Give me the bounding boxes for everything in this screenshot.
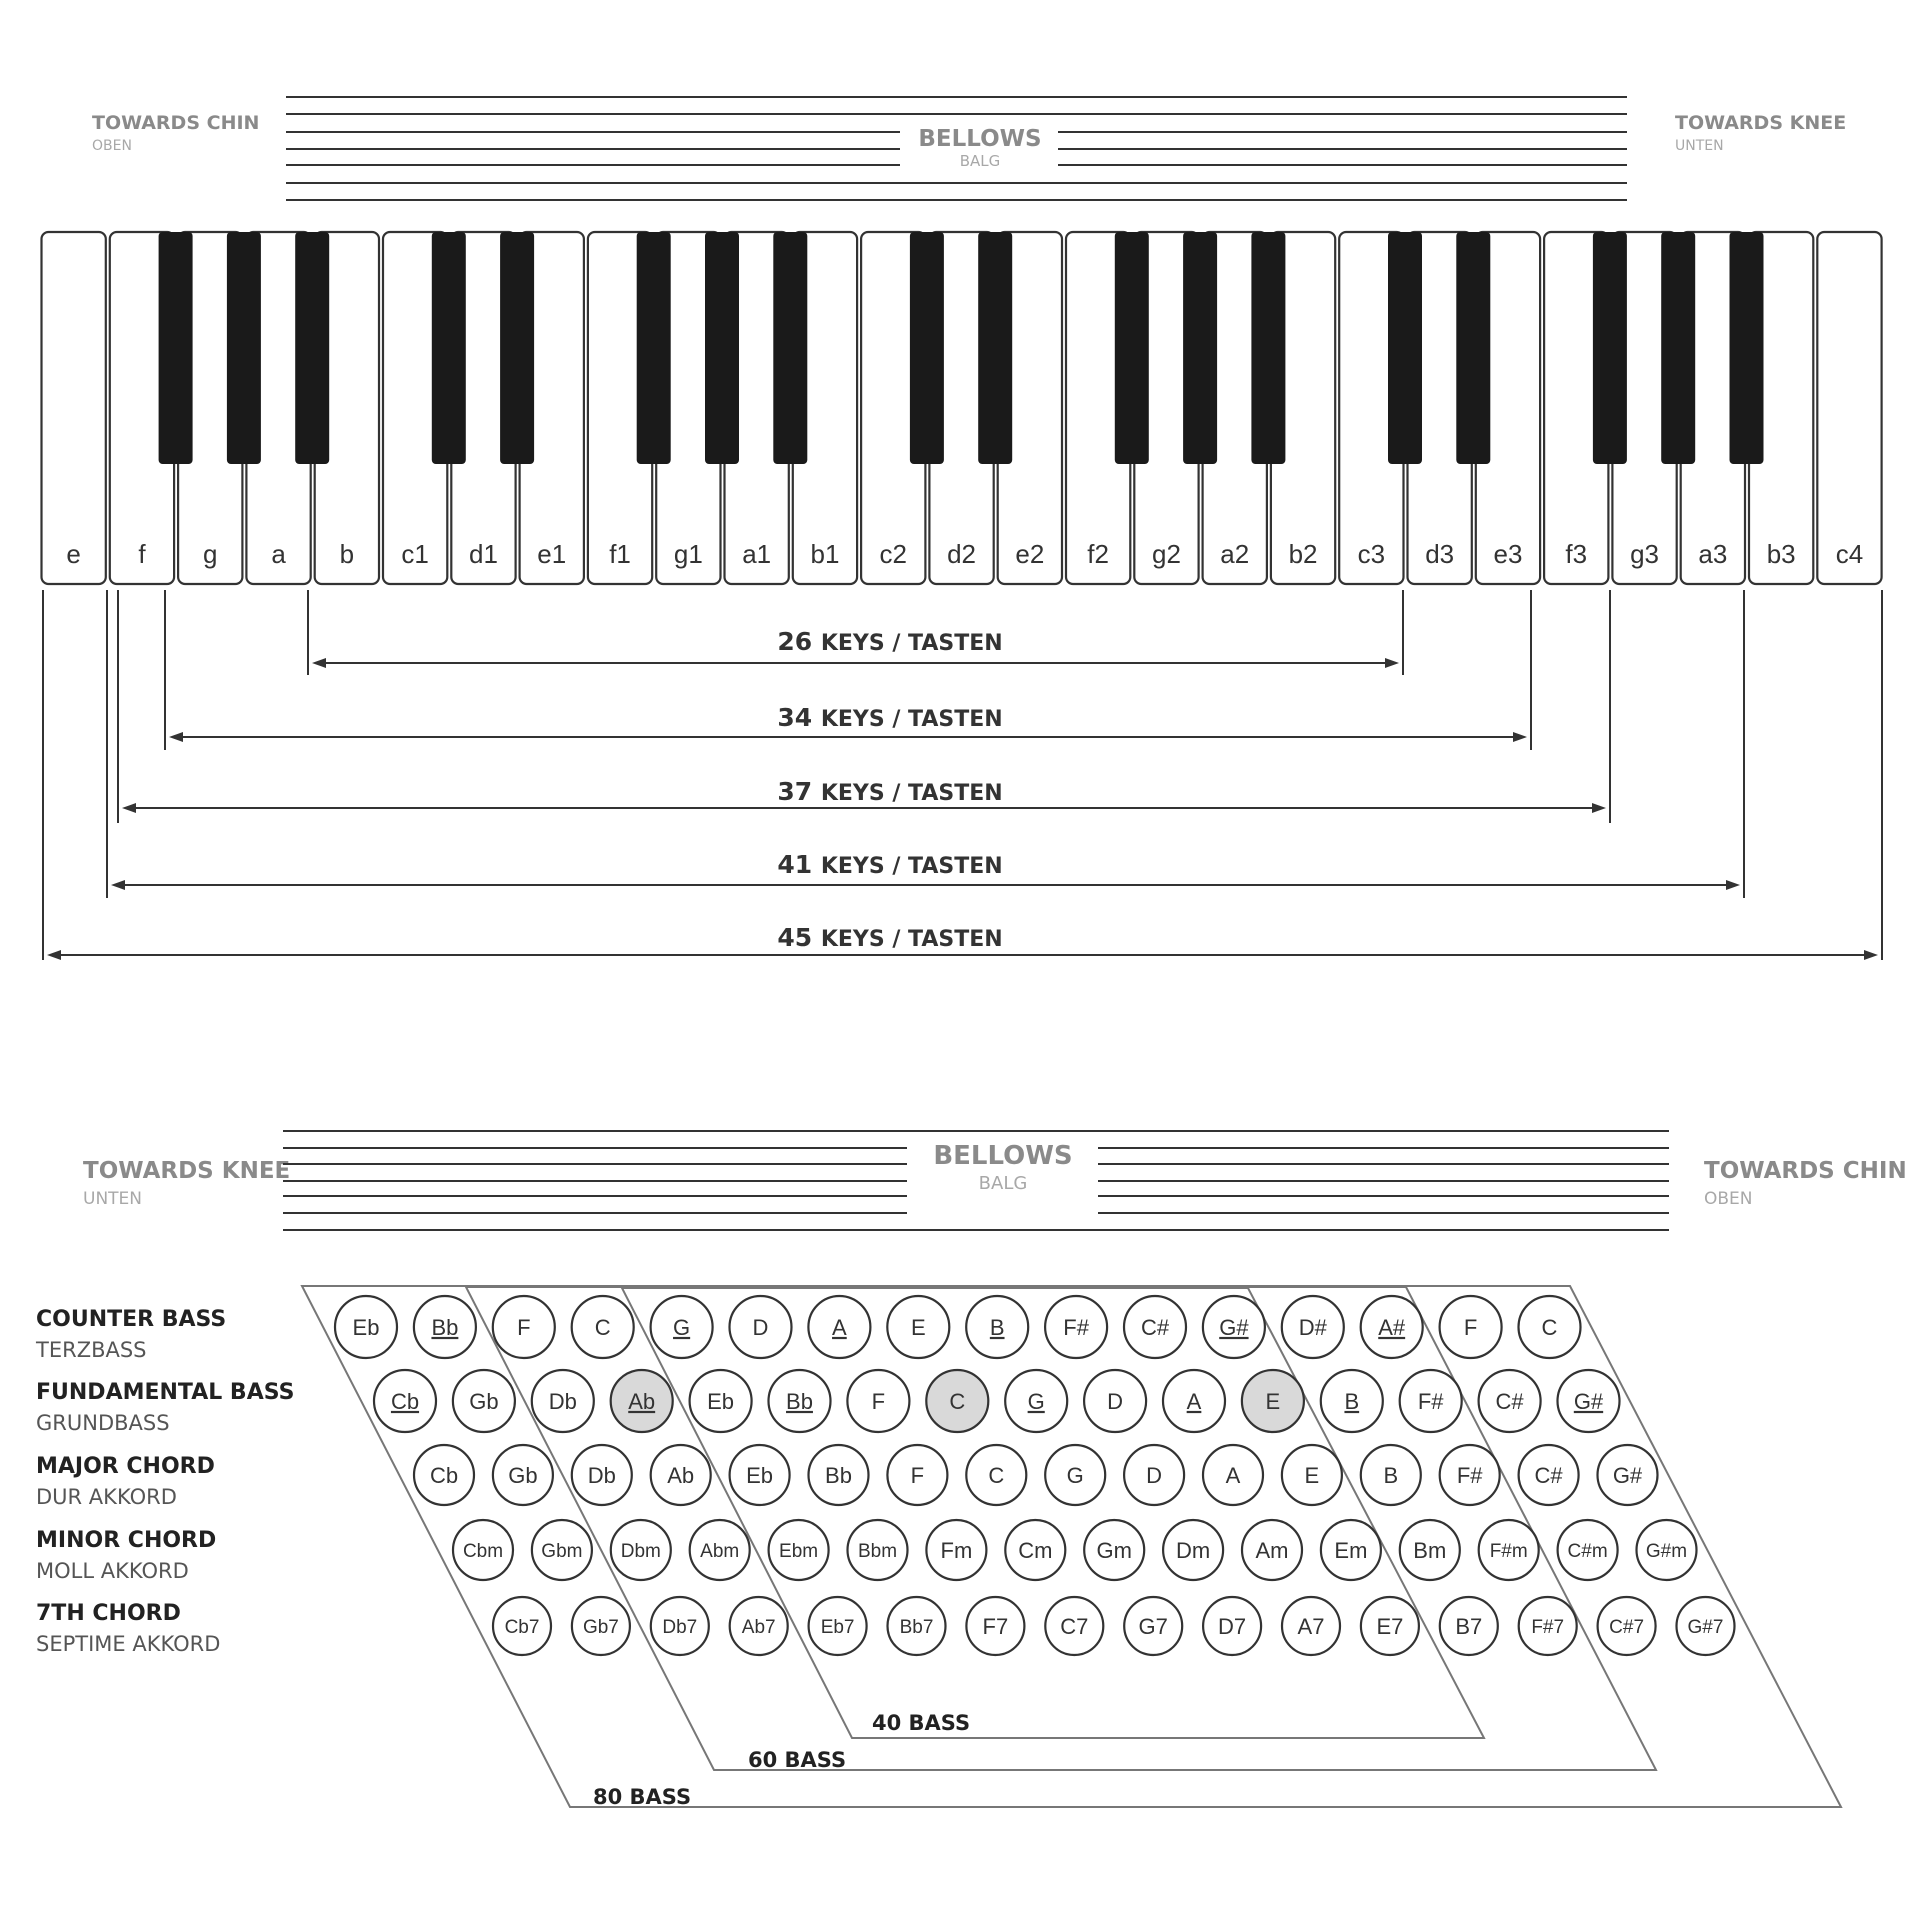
bass-button-label: G (1066, 1462, 1084, 1488)
treble-towards-chin: TOWARDS CHIN (92, 112, 260, 134)
treble-towards-chin-sub: OBEN (92, 138, 132, 154)
bass-button-label: C# (1534, 1462, 1563, 1488)
bass-button-label: D7 (1218, 1613, 1247, 1639)
bass-button-label: B (1344, 1388, 1360, 1414)
white-key-label: c4 (1835, 539, 1864, 569)
white-key-label: f3 (1565, 539, 1588, 569)
white-key-label: d1 (468, 539, 498, 569)
bass-button-label: Bm (1413, 1537, 1447, 1563)
bass-button-label: G (1027, 1388, 1045, 1414)
white-key-label: e (66, 539, 81, 569)
bass-button-label: F# (1063, 1314, 1089, 1340)
range-count: 37 (777, 777, 821, 806)
treble-bellows-sub: BALG (959, 152, 1001, 170)
white-key-label: a1 (742, 539, 772, 569)
white-key-label: d3 (1425, 539, 1455, 569)
bass-button-label: D (1107, 1388, 1124, 1414)
bass-button-label: G (673, 1314, 691, 1340)
bass-button-label: A (1225, 1462, 1241, 1488)
bass-button-label: Ab7 (741, 1616, 776, 1638)
black-key[interactable] (1661, 232, 1695, 464)
bass-button-label: B (989, 1314, 1005, 1340)
bass-button-label: C (949, 1388, 966, 1414)
white-key-label: f1 (609, 539, 631, 569)
bass-button-label: F (517, 1314, 531, 1340)
range-text: KEYS / TASTEN (820, 854, 1003, 879)
bass-button-label: Em (1334, 1537, 1368, 1563)
bass-button-label: Fm (940, 1537, 973, 1563)
black-key[interactable] (432, 232, 466, 464)
range-arrow-left (312, 658, 326, 668)
bass-button-label: A (832, 1314, 847, 1340)
range-arrow-right (1726, 880, 1740, 890)
row-sublabel-7th-chord: SEPTIME AKKORD (36, 1632, 221, 1656)
bass-bellows-label: BELLOWS (933, 1141, 1073, 1171)
black-key[interactable] (637, 232, 671, 464)
white-key-label: b (339, 539, 355, 569)
bass-button-label: C (594, 1314, 611, 1340)
bass-button-label: A# (1378, 1314, 1406, 1340)
bass-button-label: C#m (1567, 1540, 1608, 1562)
bass-button-label: Gm (1096, 1537, 1132, 1563)
bass-button-label: Db (548, 1388, 577, 1414)
white-key-label: g (203, 539, 218, 569)
bass-button-label: B (1383, 1462, 1399, 1488)
black-key[interactable] (159, 232, 193, 464)
range-count: 41 (777, 850, 821, 879)
white-key-label: e1 (537, 539, 567, 569)
bass-button-label: E7 (1376, 1613, 1404, 1639)
range-arrow-right (1385, 658, 1399, 668)
bass-button-label: G# (1573, 1388, 1604, 1414)
bass-button-label: Eb (746, 1462, 774, 1488)
range-text: KEYS / TASTEN (820, 781, 1003, 806)
range-text: KEYS / TASTEN (820, 631, 1003, 656)
black-key[interactable] (500, 232, 534, 464)
bass-buttons (335, 1296, 1735, 1655)
row-sublabel-fundamental-bass: GRUNDBASS (36, 1411, 170, 1435)
key-ranges (43, 590, 1882, 960)
white-key-label: g2 (1151, 539, 1181, 569)
white-key[interactable] (1817, 232, 1881, 584)
white-key-label: e2 (1015, 539, 1045, 569)
white-key[interactable] (42, 232, 106, 584)
bass-button-label: Dbm (620, 1540, 661, 1562)
treble-bellows-label: BELLOWS (918, 126, 1042, 152)
bass-button-label: F#7 (1531, 1616, 1565, 1638)
range-count: 34 (777, 703, 821, 732)
treble-towards-knee: TOWARDS KNEE (1675, 112, 1847, 134)
bass-button-label: Gb7 (582, 1616, 619, 1638)
bass-button-label: C (1541, 1314, 1558, 1340)
label-80-bass: 80 BASS (593, 1785, 692, 1809)
bass-button-label: Ab (667, 1462, 695, 1488)
range-label (777, 627, 1002, 656)
white-key-label: e3 (1493, 539, 1523, 569)
row-sublabel-counter-bass: TERZBASS (36, 1338, 147, 1362)
bass-button-label: F (910, 1462, 925, 1488)
bass-button-label: E (1304, 1462, 1320, 1488)
white-key-label: a (271, 539, 286, 569)
label-60-bass: 60 BASS (748, 1748, 847, 1772)
bass-button-label: Eb (707, 1388, 735, 1414)
bass-button-label: Bb7 (899, 1616, 934, 1638)
treble-towards-knee-sub: UNTEN (1675, 138, 1724, 154)
white-key-label: b1 (810, 539, 840, 569)
bass-button-label: Gb (469, 1388, 499, 1414)
black-key[interactable] (295, 232, 329, 464)
row-sublabel-minor-chord: MOLL AKKORD (36, 1559, 189, 1583)
bass-button-label: F# (1456, 1462, 1483, 1488)
label-40-bass: 40 BASS (872, 1711, 971, 1735)
bass-button-label: F (871, 1388, 886, 1414)
range-arrow-right (1592, 803, 1606, 813)
white-key-label: c1 (401, 539, 429, 569)
white-key-label: g1 (673, 539, 703, 569)
bass-towards-knee: TOWARDS KNEE (83, 1158, 291, 1184)
range-text: KEYS / TASTEN (820, 707, 1003, 732)
bass-button-label: G# (1612, 1462, 1643, 1488)
range-arrow-left (122, 803, 136, 813)
bass-button-label: C7 (1060, 1613, 1089, 1639)
white-key-label: g3 (1630, 539, 1660, 569)
bass-button-label: Ab (628, 1388, 656, 1414)
bass-button-label: E (1265, 1388, 1281, 1414)
white-key-label: c2 (879, 539, 907, 569)
bass-row-labels (35, 1307, 294, 1656)
bass-button-label: Gb (508, 1462, 538, 1488)
row-label-minor-chord: MINOR CHORD (36, 1528, 217, 1553)
bass-bellows-sub: BALG (978, 1173, 1028, 1194)
bass-button-label: Db (587, 1462, 616, 1488)
bass-button-label: D (1146, 1462, 1163, 1488)
white-key-label: a3 (1698, 539, 1728, 569)
bass-button-label: G#7 (1687, 1616, 1724, 1638)
white-key-label: b2 (1288, 539, 1318, 569)
bass-button-label: Abm (700, 1540, 740, 1562)
black-key[interactable] (773, 232, 807, 464)
row-sublabel-major-chord: DUR AKKORD (36, 1485, 177, 1509)
bass-button-label: C#7 (1609, 1616, 1645, 1638)
bass-button-label: E (910, 1314, 926, 1340)
range-text: KEYS / TASTEN (820, 927, 1003, 952)
black-key[interactable] (1388, 232, 1422, 464)
bass-button-label: Cbm (462, 1540, 504, 1562)
range-arrow-right (1864, 950, 1878, 960)
row-label-7th-chord: 7TH CHORD (36, 1601, 181, 1626)
range-arrow-left (47, 950, 61, 960)
bass-button-label: Db7 (662, 1616, 698, 1638)
range-label (777, 777, 1002, 806)
white-key-label: f (138, 539, 146, 569)
bass-button-label: Bb (825, 1462, 852, 1488)
bass-button-label: G# (1219, 1314, 1249, 1340)
bass-button-label: Am (1255, 1537, 1289, 1563)
black-key[interactable] (1593, 232, 1627, 464)
bass-button-label: Bbm (857, 1540, 898, 1562)
bass-button-label: C# (1140, 1314, 1170, 1340)
bass-button-label: A7 (1297, 1613, 1325, 1639)
black-key[interactable] (705, 232, 739, 464)
range-count: 45 (777, 923, 821, 952)
bass-towards-knee-sub: UNTEN (83, 1189, 143, 1209)
range-count: 26 (777, 627, 821, 656)
range-label (777, 850, 1002, 879)
bass-button-label: D (752, 1314, 769, 1340)
black-key[interactable] (910, 232, 944, 464)
bass-button-label: Eb7 (820, 1616, 855, 1638)
bass-button-label: F# (1417, 1388, 1444, 1414)
bass-button-label: C# (1495, 1388, 1524, 1414)
black-key[interactable] (1251, 232, 1285, 464)
bass-button-label: Cb (429, 1462, 459, 1488)
black-key[interactable] (1115, 232, 1149, 464)
bass-section (35, 1131, 1907, 1809)
bass-button-label: Gbm (541, 1540, 583, 1562)
black-key[interactable] (1183, 232, 1217, 464)
white-key-label: c3 (1357, 539, 1386, 569)
white-key-label: b3 (1766, 539, 1796, 569)
treble-section (42, 97, 1883, 960)
bass-button-label: Ebm (779, 1540, 819, 1562)
bass-button-label: Eb (352, 1314, 380, 1340)
row-label-fundamental-bass: FUNDAMENTAL BASS (36, 1380, 295, 1405)
white-key-label: d2 (947, 539, 977, 569)
range-label (777, 703, 1002, 732)
bass-button-label: F7 (982, 1613, 1009, 1639)
row-label-major-chord: MAJOR CHORD (36, 1454, 215, 1479)
bass-button-label: Cb7 (504, 1616, 540, 1638)
bass-button-label: G#m (1645, 1540, 1688, 1562)
bass-button-label: Cb (390, 1388, 420, 1414)
range-arrow-left (111, 880, 125, 890)
range-label (777, 923, 1002, 952)
white-key-label: a2 (1220, 539, 1250, 569)
bass-button-label: B7 (1455, 1613, 1483, 1639)
bass-button-label: Cm (1018, 1537, 1053, 1563)
white-key-label: f2 (1087, 539, 1109, 569)
range-arrow-left (169, 732, 183, 742)
bass-button-label: D# (1298, 1314, 1327, 1340)
bass-button-label: Bb (431, 1314, 459, 1340)
black-key[interactable] (1456, 232, 1490, 464)
bass-button-label: C (988, 1462, 1005, 1488)
bass-towards-chin: TOWARDS CHIN (1704, 1158, 1907, 1184)
black-key[interactable] (1730, 232, 1764, 464)
range-arrow-right (1513, 732, 1527, 742)
black-key[interactable] (978, 232, 1012, 464)
black-key[interactable] (227, 232, 261, 464)
bass-towards-chin-sub: OBEN (1704, 1189, 1753, 1209)
bass-button-label: Bb (786, 1388, 813, 1414)
bass-button-label: F (1463, 1314, 1478, 1340)
bass-button-label: Dm (1175, 1537, 1211, 1563)
bass-button-label: F#m (1489, 1540, 1528, 1562)
row-label-counter-bass: COUNTER BASS (36, 1307, 227, 1332)
bass-button-label: G7 (1138, 1613, 1168, 1639)
bass-button-label: A (1186, 1388, 1202, 1414)
